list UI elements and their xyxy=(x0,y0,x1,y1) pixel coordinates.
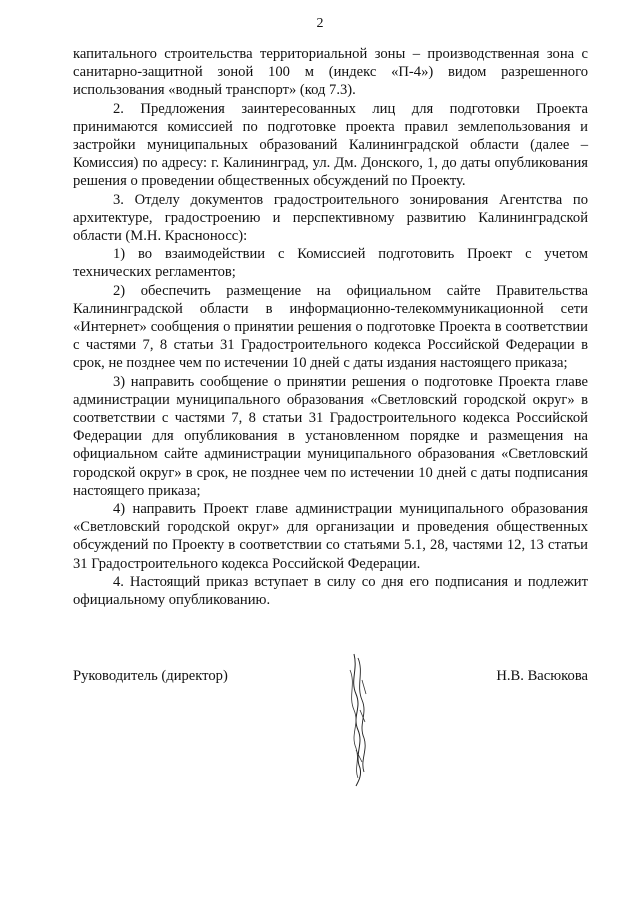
paragraph-item-2: 2. Предложения заинтересованных лиц для подготовки Проекта принимаются комиссией по подготовке проекта правил землепользования и застройки муниципальных образований Калининградской области (далее – Комиссия) по адресу: г. Калининград, ул. Дм. Донского, 1, до даты опубликования решения о проведении общественных обсуждений по Проекту. xyxy=(73,100,588,190)
paragraph-subitem-2: 2) обеспечить размещение на официальном сайте Правительства Калининградской области в информационно-телекоммуникационной сети «Интернет» сообщения о принятии решения о подготовке Проекта в соответствии с частями 7, 8 статьи 31 Градостроительного кодекса Российской Федерации в срок, не позднее чем по истечении 10 дней с даты издания настоящего приказа; xyxy=(73,282,588,372)
paragraph-subitem-3: 3) направить сообщение о принятии решения о подготовке Проекта главе администрации муниципального образования «Светловский городской округ» в соответствии с частями 7, 8 статьи 31 Градостроительного кодекса Российской Федерации для опубликования в установленном порядке и размещения на официальном сайте администрации муниципального образования «Светловский городской округ» в срок, не позднее чем по истечении 10 дней с даты подписания настоящего приказа; xyxy=(73,373,588,499)
signer-name: Н.В. Васюкова xyxy=(496,668,588,684)
handwritten-signature xyxy=(340,650,380,790)
document-body xyxy=(73,45,588,609)
paragraph-subitem-4: 4) направить Проект главе администрации муниципального образования «Светловский городской округ» для организации и проведения общественных обсуждений по Проекту в соответствии со статьями 5.1, 28, частями 12, 13 статьи 31 Градостроительного кодекса Российской Федерации. xyxy=(73,501,588,572)
paragraph-continuation: капитального строительства территориальной зоны – производственная зона с санитарно-защитной зоной 100 м (индекс «П-4») видом разрешенного использования «водный транспорт» (код 7.3). xyxy=(73,46,588,99)
signer-title: Руководитель (директор) xyxy=(73,668,228,684)
paragraph-subitem-1: 1) во взаимодействии с Комиссией подготовить Проект с учетом технических регламентов; xyxy=(73,246,588,281)
paragraph-item-3: 3. Отделу документов градостроительного зонирования Агентства по архитектуре, градостроению и перспективному развитию Калининградской области (М.Н. Красноносс): xyxy=(73,191,588,245)
paragraph-item-4: 4. Настоящий приказ вступает в силу со дня его подписания и подлежит официальному опубликованию. xyxy=(73,573,588,609)
page-number: 2 xyxy=(316,16,324,31)
